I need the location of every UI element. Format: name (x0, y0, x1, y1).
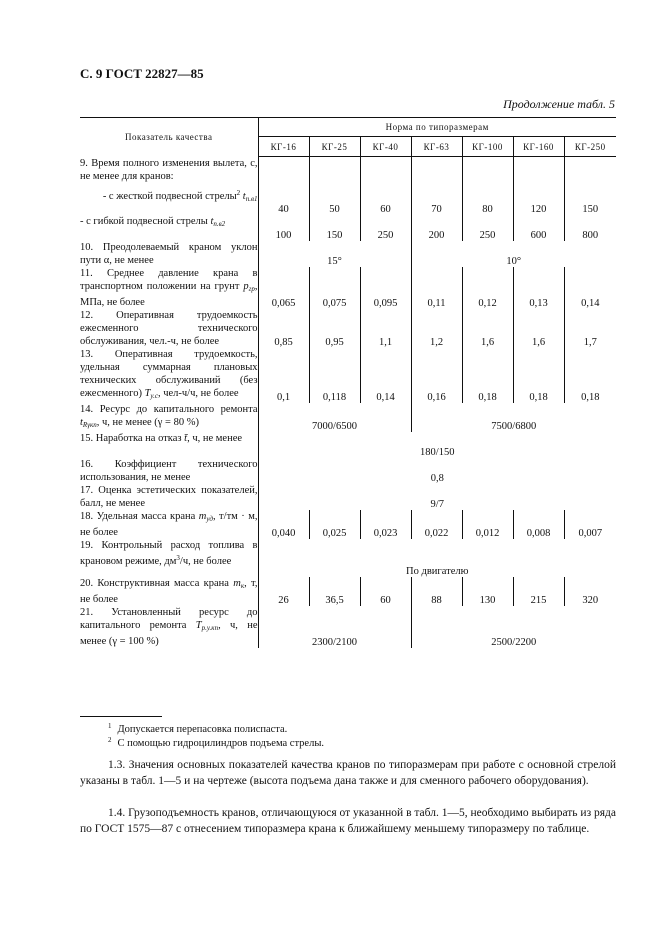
cell-value: 250 (360, 215, 411, 241)
footnote: $^2$ С помощью гидроцилиндров подъема стрелы. (108, 736, 325, 749)
cell-value: 60 (360, 187, 411, 215)
table-row (80, 539, 616, 577)
row-label: - с жесткой подвесной стрелы$^2$ $t_{п.в1}$ (80, 187, 258, 215)
cell-value: 0,12 (462, 267, 513, 309)
cell-value: 1,6 (462, 309, 513, 348)
cell-value: 0,023 (360, 510, 411, 539)
cell-value: 0,16 (411, 348, 462, 403)
norm-header: Норма по типоразмерам (258, 118, 616, 137)
size-header: КГ-160 (513, 137, 564, 157)
indicator-header: Показатель качества (80, 118, 258, 157)
footnote-divider (80, 716, 162, 717)
row-label: 12. Оперативная трудоемкость ежесменного технического обслуживания, чел.-ч, не более (80, 309, 258, 347)
size-header: КГ-16 (258, 137, 309, 157)
row-label: 15. Наработка на отказ t̄, ч, не менее (80, 432, 258, 458)
cell-value: 80 (462, 187, 513, 215)
cell-value: 70 (411, 187, 462, 215)
table-row (80, 348, 616, 403)
cell-value: 200 (411, 215, 462, 241)
size-header: КГ-250 (564, 137, 616, 157)
table-row (80, 577, 616, 606)
table-row (80, 267, 616, 309)
cell-value: 36,5 (309, 577, 360, 606)
cell-value: 2300/2100 (258, 606, 411, 648)
table-row (80, 484, 616, 510)
table-row (80, 215, 616, 241)
row-label: 14. Ресурс до капитального ремонта $t_{R\gamma кп}$, ч, не менее (γ = 80 %) (80, 403, 258, 432)
row-label: 19. Контрольный расход топлива в крановом режиме, $дм^3/ч$, не более (80, 539, 258, 577)
cell-value: 0,065 (258, 267, 309, 309)
cell-value: 10° (506, 255, 522, 267)
cell-value: 0,118 (309, 348, 360, 403)
cell-value: 150 (582, 203, 599, 215)
cell-value: 0,18 (462, 348, 513, 403)
table-row (80, 403, 616, 432)
cell-value: 26 (258, 577, 309, 606)
row-label: 16. Коэффициент технического использования, не менее (80, 458, 258, 483)
cell-value: 40 (258, 187, 309, 215)
cell-value: 0,040 (258, 510, 309, 539)
cell-value: 150 (309, 215, 360, 241)
row-label: - с гибкой подвесной стрелы $t_{п.в2}$ (80, 215, 258, 241)
table-continuation-label: Продолжение табл. 5 (503, 97, 615, 111)
cell-value: 0,18 (581, 391, 600, 403)
cell-value: 0,007 (578, 527, 603, 539)
paragraph: 1.4. Грузоподъемность кранов, отличающуюся от указанной в табл. 1—5, необходимо выбирать из ряда по ГОСТ 1575—87 с отнесением типоразмера крана к ближайшему меньшему типоразмеру по таблице. (80, 807, 616, 835)
cell-value: 0,18 (513, 348, 564, 403)
cell-value: 0,095 (360, 267, 411, 309)
size-header: КГ-63 (411, 137, 462, 157)
cell-value: 0,075 (309, 267, 360, 309)
row-label: 20. Конструктивная масса крана $m_к$, т, не более (80, 577, 258, 605)
table-row (80, 187, 616, 215)
table-row (80, 510, 616, 539)
cell-value: 7500/6800 (491, 420, 537, 432)
cell-value: 7000/6500 (258, 403, 411, 432)
cell-value: 0,025 (309, 510, 360, 539)
cell-value: 50 (309, 187, 360, 215)
cell-value: 2500/2200 (491, 636, 537, 648)
row-label: 11. Среднее давление крана в транспортном положении на грунт $p_{гр}$, МПа, не более (80, 267, 258, 308)
table-row (80, 309, 616, 348)
footnote: $^1$ Допускается перепасовка полиспаста. (108, 722, 288, 735)
table-row (80, 241, 616, 267)
row-label: 13. Оперативная трудоемкость, удельная суммарная плановых технических обслуживаний (без ежесменного) $T_{у.с}$, чел-ч/ч, не более (80, 348, 258, 403)
cell-value: 15° (258, 241, 411, 267)
cell-value: 120 (513, 187, 564, 215)
cell-value: 1,7 (583, 336, 597, 348)
cell-value: 800 (582, 229, 599, 241)
quality-table (80, 117, 616, 648)
cell-value: 0,14 (360, 348, 411, 403)
cell-value: 1,1 (360, 309, 411, 348)
cell-value: 100 (258, 215, 309, 241)
cell-value: 0,85 (258, 309, 309, 348)
cell-value: 0,8 (430, 472, 444, 484)
cell-value: 0,13 (513, 267, 564, 309)
cell-value: 0,14 (581, 297, 600, 309)
table-row (80, 458, 616, 484)
row-label: 18. Удельная масса крана $m_{уд}$, т/тм · м, не более (80, 510, 258, 538)
row-label: 9. Время полного изменения вылета, с, не менее для кранов: (80, 157, 258, 187)
cell-value: По двигателю (406, 565, 469, 577)
paragraph: 1.3. Значения основных показателей качества кранов по типоразмерам при работе с основной стрелой указаны в табл. 1—5 и на чертеже (высота подъема дана также и для сменного рабочего оборудования). (80, 759, 616, 787)
row-label: 21. Установленный ресурс до капитального ремонта $T_{р.у.кп}$, ч, не менее (γ = 100 %) (80, 606, 258, 647)
size-header: КГ-100 (462, 137, 513, 157)
size-header: КГ-40 (360, 137, 411, 157)
cell-value: 88 (411, 577, 462, 606)
table-header-row (80, 118, 616, 137)
cell-value: 0,008 (513, 510, 564, 539)
cell-value: 215 (513, 577, 564, 606)
table-row (80, 432, 616, 458)
cell-value: 0,11 (411, 267, 462, 309)
cell-value: 600 (513, 215, 564, 241)
page-title: С. 9 ГОСТ 22827—85 (80, 66, 204, 81)
cell-value: 0,1 (258, 348, 309, 403)
size-header: КГ-25 (309, 137, 360, 157)
row-label: 17. Оценка эстетических показателей, балл, не менее (80, 484, 258, 509)
cell-value: 1,6 (513, 309, 564, 348)
cell-value: 180/150 (420, 446, 455, 458)
row-label: 10. Преодолеваемый краном уклон пути α, не менее (80, 241, 258, 266)
cell-value: 9/7 (430, 498, 444, 510)
cell-value: 0,012 (462, 510, 513, 539)
cell-value: 320 (582, 594, 599, 606)
cell-value: 0,022 (411, 510, 462, 539)
cell-value: 0,95 (309, 309, 360, 348)
table-row (80, 157, 616, 187)
cell-value: 250 (462, 215, 513, 241)
cell-value: 130 (462, 577, 513, 606)
table-row (80, 606, 616, 648)
cell-value: 60 (360, 577, 411, 606)
cell-value: 1,2 (411, 309, 462, 348)
